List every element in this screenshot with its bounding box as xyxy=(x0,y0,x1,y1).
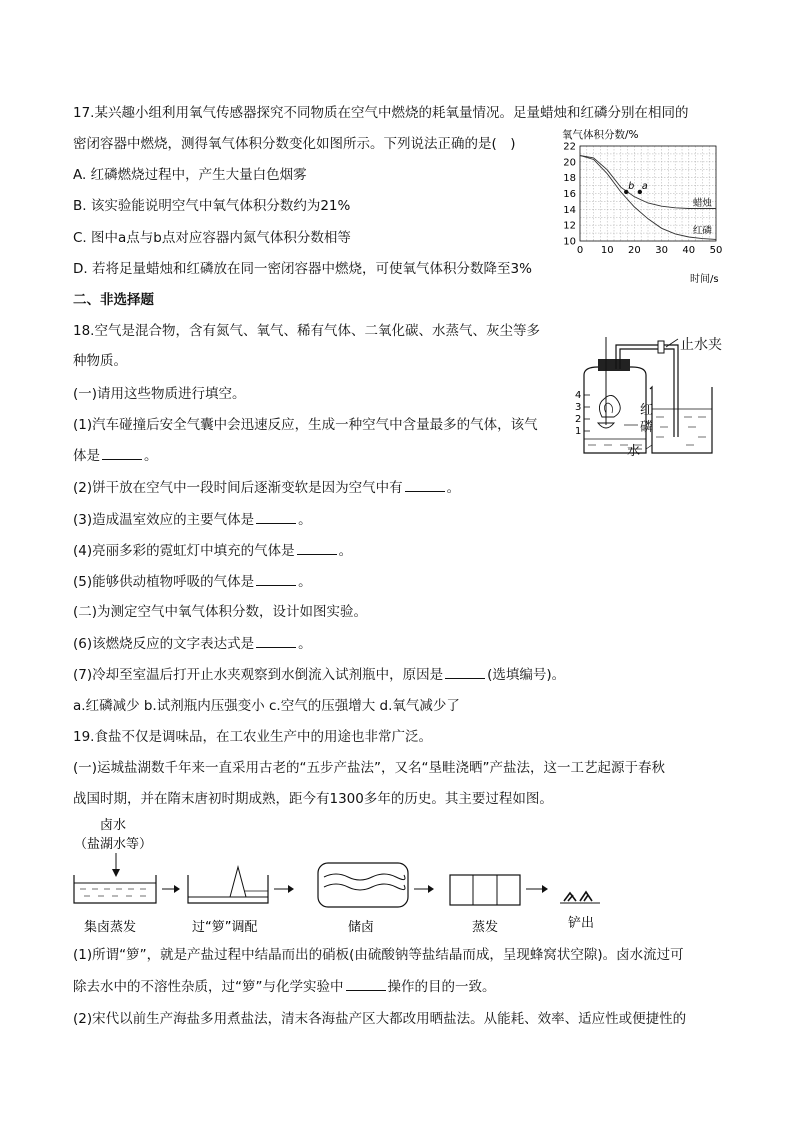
x-tick-label: 50 xyxy=(709,245,723,256)
q18-item4: (4)亮丽多彩的霓虹灯中填充的气体是 。 xyxy=(73,543,353,559)
y-tick-label: 18 xyxy=(563,173,576,185)
answer-blank xyxy=(405,478,445,492)
salt-process-figure xyxy=(70,815,630,940)
stop-clamp xyxy=(658,341,664,353)
scale-mark-2: 2 xyxy=(575,414,582,425)
q18-intro-line2: 种物质。 xyxy=(73,353,127,369)
brine-label: 卤水 xyxy=(100,818,127,833)
brine-storage xyxy=(318,863,408,907)
q18-item7 xyxy=(73,665,565,684)
q18-item5: (5)能够供动植物呼吸的气体是 。 xyxy=(73,574,312,590)
q18-item5-text: (5)能够供动植物呼吸的气体是 xyxy=(73,574,255,590)
q18-item4-text: (4)亮丽多彩的霓虹灯中填充的气体是 xyxy=(73,543,295,559)
data-point-label-a: a xyxy=(641,180,648,192)
q19-part1-line1: (一)运城盐湖数千年来一直采用古老的“五步产盐法”，又名“垦畦浇晒”产盐法，这一工艺起源于春秋 xyxy=(73,760,666,776)
q17-option-a: A. 红磷燃烧过程中，产生大量白色烟雾 xyxy=(73,167,307,183)
q19-part1-line2: 战国时期，并在隋末唐初时期成熟，距今有1300多年的历史。其主要过程如图。 xyxy=(73,791,553,807)
label-red-phosphorus: 红磷 xyxy=(640,403,654,435)
label-stop-clamp: 止水夹 xyxy=(680,337,722,353)
q19-intro: 19.食盐不仅是调味品，在工农业生产中的用途也非常广泛。 xyxy=(73,729,432,745)
q17-option-b: B. 该实验能说明空气中氧气体积分数约为21% xyxy=(73,198,351,214)
step-label-3: 储卤 xyxy=(348,920,375,935)
q17-option-d: D. 若将足量蜡烛和红磷放在同一密闭容器中燃烧，可使氧气体积分数降至3% xyxy=(73,261,532,277)
q18-item2-text: (2)饼干放在空气中一段时间后逐渐变软是因为空气中有 xyxy=(73,480,403,496)
y-tick-label: 16 xyxy=(563,189,576,200)
q19-item1-line1: (1)所谓“箩”，就是产盐过程中结晶而出的硝板(由硫酸钠等盐结晶而成，呈现蜂窝状空隙)。卤水流过可 xyxy=(73,947,684,963)
q18-item7-tail: (选填编号)。 xyxy=(487,667,566,683)
data-point-label-b: b xyxy=(628,180,635,192)
q19-item1-text: 除去水中的不溶性杂质，过“箩”与化学实验中 xyxy=(73,979,344,995)
answer-blank xyxy=(102,446,142,460)
q18-item6: (6)该燃烧反应的文字表达式是 。 xyxy=(73,636,312,652)
q18-item3-text: (3)造成温室效应的主要气体是 xyxy=(73,512,255,528)
brine-sub-label: （盐湖水等） xyxy=(74,837,153,852)
q19-item2: (2)宋代以前生产海盐多用煮盐法，清末各海盐产区大都改用晒盐法。从能耗、效率、适应性或便捷性的 xyxy=(73,1011,687,1027)
q18-part1: (一)请用这些物质进行填空。 xyxy=(73,386,246,402)
x-tick-label: 0 xyxy=(576,245,584,256)
x-tick-label: 30 xyxy=(655,245,668,256)
flame-smoke xyxy=(599,395,620,417)
q18-item1b: 体是 。 xyxy=(73,448,158,464)
q18-part2: (二)为测定空气中氧气体积分数，设计如图实验。 xyxy=(73,604,368,620)
chart-ylabel: 氧气体积分数/% xyxy=(562,129,639,141)
q18-item2: (2)饼干放在空气中一段时间后逐渐变软是因为空气中有 。 xyxy=(73,480,461,496)
answer-blank xyxy=(256,572,296,586)
answer-blank xyxy=(256,510,296,524)
y-tick-label: 22 xyxy=(563,141,576,153)
salt-piles xyxy=(564,892,592,901)
answer-blank xyxy=(445,665,485,679)
chart-xlabel: 时间/s xyxy=(690,274,719,285)
series-label-1: 蜡烛 xyxy=(692,197,712,209)
q17-stem-line2: 密闭容器中燃烧，测得氧气体积分数变化如图所示。下列说法正确的是( ) xyxy=(73,136,516,152)
answer-blank xyxy=(346,977,386,991)
step-label-5: 铲出 xyxy=(568,916,595,931)
evaporation-grid xyxy=(450,875,520,905)
q17-option-c: C. 图中a点与b点对应容器内氮气体积分数相等 xyxy=(73,230,351,246)
q18-item1a: (1)汽车碰撞后安全气囊中会迅速反应，生成一种空气中含量最多的气体，该气 xyxy=(73,417,538,433)
answer-blank xyxy=(297,541,337,555)
y-tick-label: 20 xyxy=(563,157,576,169)
q18-item1b-text: 体是 xyxy=(73,448,100,464)
q18-item3: (3)造成温室效应的主要气体是 。 xyxy=(73,512,312,528)
series-label-2: 红磷 xyxy=(692,225,712,237)
y-tick-label: 14 xyxy=(563,204,576,216)
answer-blank xyxy=(256,634,296,648)
q18-choices: a.红磷减少 b.试剂瓶内压强变小 c.空气的压强增大 d.氧气减少了 xyxy=(73,698,460,714)
luo-filter xyxy=(188,875,268,903)
scale-mark-1: 1 xyxy=(575,426,582,437)
q18-item6-text: (6)该燃烧反应的文字表达式是 xyxy=(73,636,255,652)
q18-intro-line1: 18.空气是混合物，含有氮气、氧气、稀有气体、二氧化碳、水蒸气、灰尘等多 xyxy=(73,323,540,339)
y-tick-label: 12 xyxy=(563,220,576,232)
y-tick-label: 10 xyxy=(563,236,576,248)
q19-item1-line2 xyxy=(73,977,496,996)
bottle-stopper xyxy=(598,359,630,371)
scale-mark-4: 4 xyxy=(575,390,582,401)
x-tick-label: 20 xyxy=(628,245,641,256)
q18-item7-text: (7)冷却至室温后打开止水夹观察到水倒流入试剂瓶中，原因是 xyxy=(73,667,444,683)
q17-stem-line1: 17.某兴趣小组利用氧气传感器探究不同物质在空气中燃烧的耗氧量情况。足量蜡烛和红磷分别在相同的 xyxy=(73,105,689,121)
q19-item1-tail: 操作的目的一致。 xyxy=(387,979,496,995)
section-heading: 二、非选择题 xyxy=(73,292,154,308)
step-label-4: 蒸发 xyxy=(472,920,499,935)
label-water: 水 xyxy=(627,444,641,459)
scale-mark-3: 3 xyxy=(575,402,582,413)
x-tick-label: 10 xyxy=(600,245,614,256)
oxygen-chart xyxy=(556,128,732,288)
step-label-1: 集卤蒸发 xyxy=(84,920,137,935)
x-tick-label: 40 xyxy=(682,245,696,256)
beaker xyxy=(650,387,712,453)
step-label-2: 过“箩”调配 xyxy=(192,920,258,935)
